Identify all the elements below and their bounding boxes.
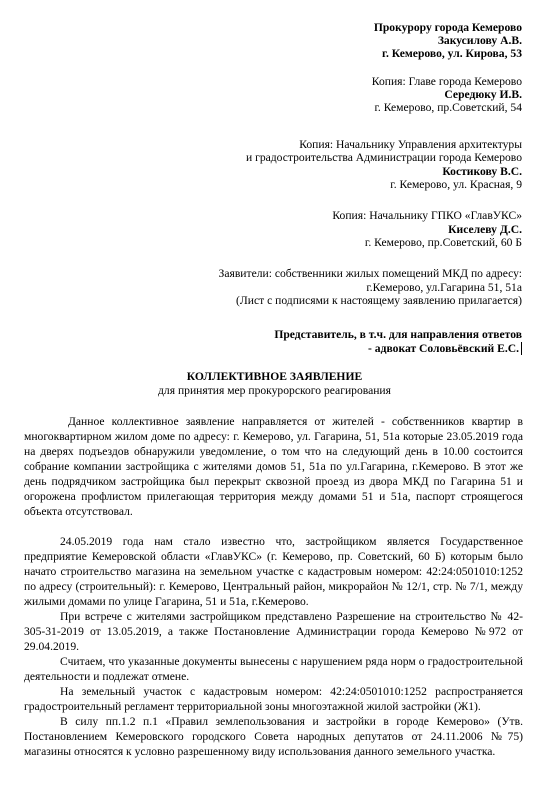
- text-cursor: [521, 342, 522, 355]
- paragraph-5: На земельный участок с кадастровым номером: 42:24:0501010:1252 распространяется градостроительный регламент территориальной зоны многоэтажной жилой застройки (Ж1).: [24, 685, 523, 713]
- copy-glavuks: Копия: Начальнику ГПКО «ГлавУКС»: [332, 209, 522, 222]
- addressee-prosecutor-address: г. Кемерово, ул. Кирова, 53: [382, 47, 522, 60]
- copy-mayor: Копия: Главе города Кемерово: [371, 75, 522, 88]
- representative: Представитель, в т.ч. для направления ответов: [274, 328, 522, 341]
- copy-architecture-dept: и градостроительства Администрации города Кемерово: [245, 151, 522, 164]
- paragraph-1: Данное коллективное заявление направляется от жителей - собственников квартир в многоквартирном жилом доме по адресу: г. Кемерово, ул. Гагарина, 51, 51а которые 23.05.2019 года на дверях подъездов обнаружили уведомление, о том что на следующий день в 10.00 состоится собрание компании застройщика с жителями домов 51, 51а по ул.Гагарина, г.Кемерово. В этот же день подрядчиком застройщика был перекрыт сквозной проезд из двора МКД по Гагарина 51 и огорожена профлистом прилегающая территория между домами 51 и 51а, паспорт строящегося объекта отсутствовал.: [24, 415, 523, 518]
- addressee-prosecutor-name: Закусилову А.В.: [437, 34, 522, 47]
- copy-mayor-name: Середюку И.В.: [444, 88, 522, 101]
- paragraph-3: При встрече с жителями застройщиком представлено Разрешение на строительство № 42-305-31-2019 от 13.05.2019, а также Постановление Администрации города Кемерово №972 от 29.04.2019.: [24, 610, 523, 653]
- paragraph-6: В силу пп.1.2 п.1 «Правил землепользования и застройки в городе Кемерово» (Утв. Постановлением Кемеровского городского Совета народных депутатов от 24.11.2006 №75) магазины относятся к условно разрешенному виду использования данного земельного участка.: [24, 715, 523, 758]
- representative-name-line: [368, 341, 522, 356]
- applicants-note: (Лист с подписями к настоящему заявлению прилагается): [236, 294, 522, 307]
- copy-glavuks-name: Киселеву Д.С.: [448, 223, 522, 236]
- applicants: Заявители: собственники жилых помещений МКД по адресу:: [218, 267, 522, 280]
- copy-architecture-address: г. Кемерово, ул. Красная, 9: [390, 178, 522, 191]
- copy-architecture-name: Костикову В.С.: [442, 165, 522, 178]
- document-subtitle: для принятия мер прокурорского реагирования: [158, 384, 391, 397]
- paragraph-4: Считаем, что указанные документы вынесены с нарушением ряда норм о градостроительной деятельности и подлежат отмене.: [24, 655, 523, 683]
- representative-name: - адвокат Соловьёвский Е.С.: [368, 342, 519, 355]
- applicants-address: г.Кемерово, ул.Гагарина 51, 51а: [366, 281, 522, 294]
- paragraph-2: 24.05.2019 года нам стало известно что, застройщиком является Государственное предприятие Кемеровской области «ГлавУКС» (г. Кемерово, пр. Советский, 60 Б) которым было начато строительство магазина на земельном участке с кадастровым номером: 42:24:0501010:1252 по адресу (строительный): г. Кемерово, Центральный район, микрорайон № 12/1, стр. № 7/1, между жилыми домами по улице Гагарина, 51 и 51а, г.Кемерово.: [24, 535, 523, 608]
- addressee-prosecutor: Прокурору города Кемерово: [373, 21, 522, 34]
- copy-glavuks-address: г. Кемерово, пр.Советский, 60 Б: [364, 236, 522, 249]
- copy-architecture: Копия: Начальнику Управления архитектуры: [299, 138, 522, 151]
- copy-mayor-address: г. Кемерово, пр.Советский, 54: [374, 101, 522, 114]
- document-body: [24, 414, 523, 759]
- document-title: КОЛЛЕКТИВНОЕ ЗАЯВЛЕНИЕ: [186, 370, 363, 383]
